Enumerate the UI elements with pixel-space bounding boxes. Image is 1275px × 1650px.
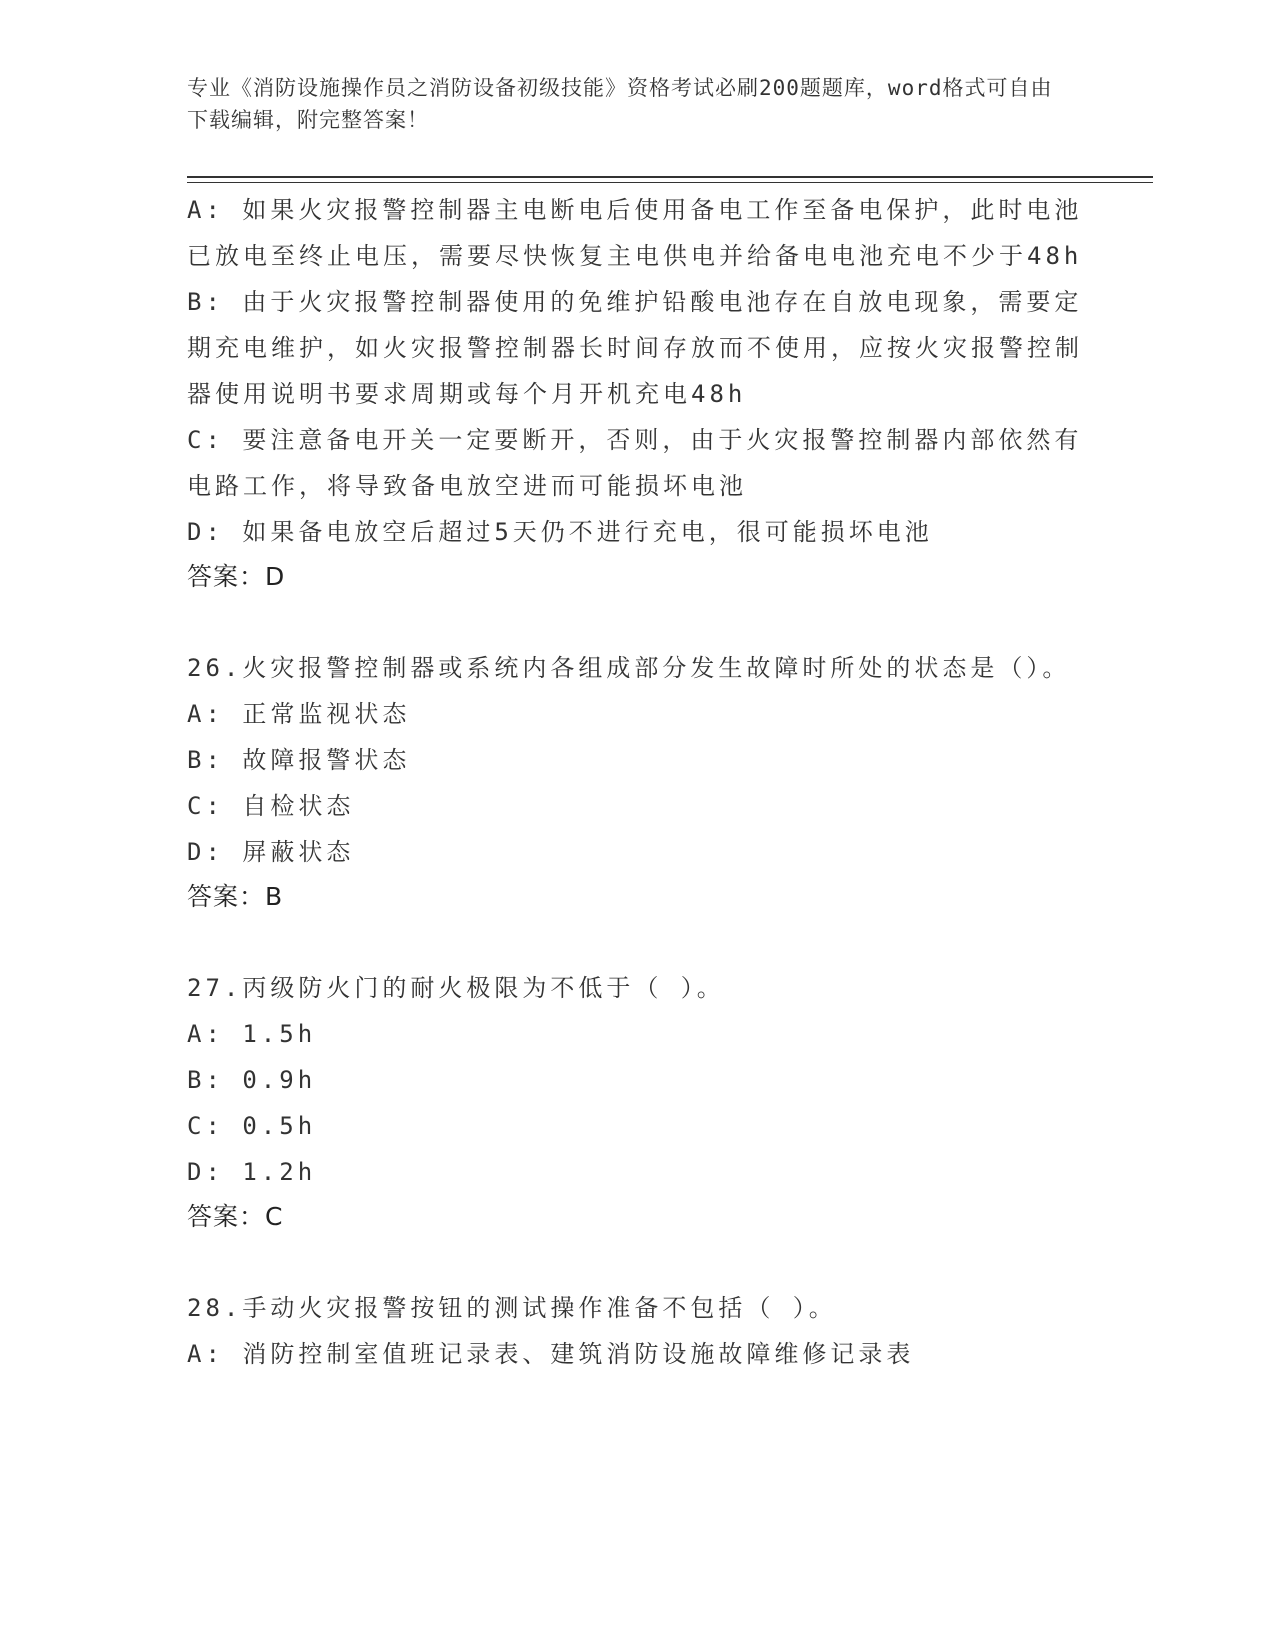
question-26-block <box>187 645 1087 919</box>
option-b: B: 故障报警状态 <box>187 746 411 774</box>
question-25-block <box>187 187 1087 599</box>
option-c: C: 0.5h <box>187 1112 317 1140</box>
answer-label: 答案：D <box>187 562 286 591</box>
option-a: A: 消防控制室值班记录表、建筑消防设施故障维修记录表 <box>187 1340 915 1368</box>
option-d: D: 1.2h <box>187 1158 317 1186</box>
answer-label: 答案：C <box>187 1202 284 1231</box>
option-d: D: 如果备电放空后超过5天仍不进行充电，很可能损坏电池 <box>187 518 933 546</box>
question-list <box>187 187 1087 1377</box>
answer-label: 答案：B <box>187 882 284 911</box>
option-a: A: 正常监视状态 <box>187 700 411 728</box>
option-c: C: 要注意备电开关一定要断开，否则，由于火灾报警控制器内部依然有电路工作，将导致备电放空进而可能损坏电池 <box>187 426 1083 500</box>
option-b: B: 0.9h <box>187 1066 317 1094</box>
question-28-block <box>187 1285 1087 1377</box>
option-d: D: 屏蔽状态 <box>187 838 355 866</box>
question-text: 26.火灾报警控制器或系统内各组成部分发生故障时所处的状态是（）。 <box>187 654 1071 682</box>
document-header: 专业《消防设施操作员之消防设备初级技能》资格考试必刷200题题库，word格式可自由下载编辑，附完整答案！ <box>187 76 1053 132</box>
option-a: A: 如果火灾报警控制器主电断电后使用备电工作至备电保护，此时电池已放电至终止电压，需要尽快恢复主电供电并给备电电池充电不少于48h <box>187 196 1083 270</box>
header-divider-thin <box>187 182 1153 183</box>
question-27-block <box>187 965 1087 1239</box>
option-a: A: 1.5h <box>187 1020 317 1048</box>
question-text: 28.手动火灾报警按钮的测试操作准备不包括（ ）。 <box>187 1294 837 1322</box>
option-b: B: 由于火灾报警控制器使用的免维护铅酸电池存在自放电现象，需要定期充电维护，如火灾报警控制器长时间存放而不使用，应按火灾报警控制器使用说明书要求周期或每个月开机充电48h <box>187 288 1083 408</box>
question-text: 27.丙级防火门的耐火极限为不低于（ ）。 <box>187 974 725 1002</box>
header-divider-thick <box>187 176 1153 178</box>
option-c: C: 自检状态 <box>187 792 355 820</box>
